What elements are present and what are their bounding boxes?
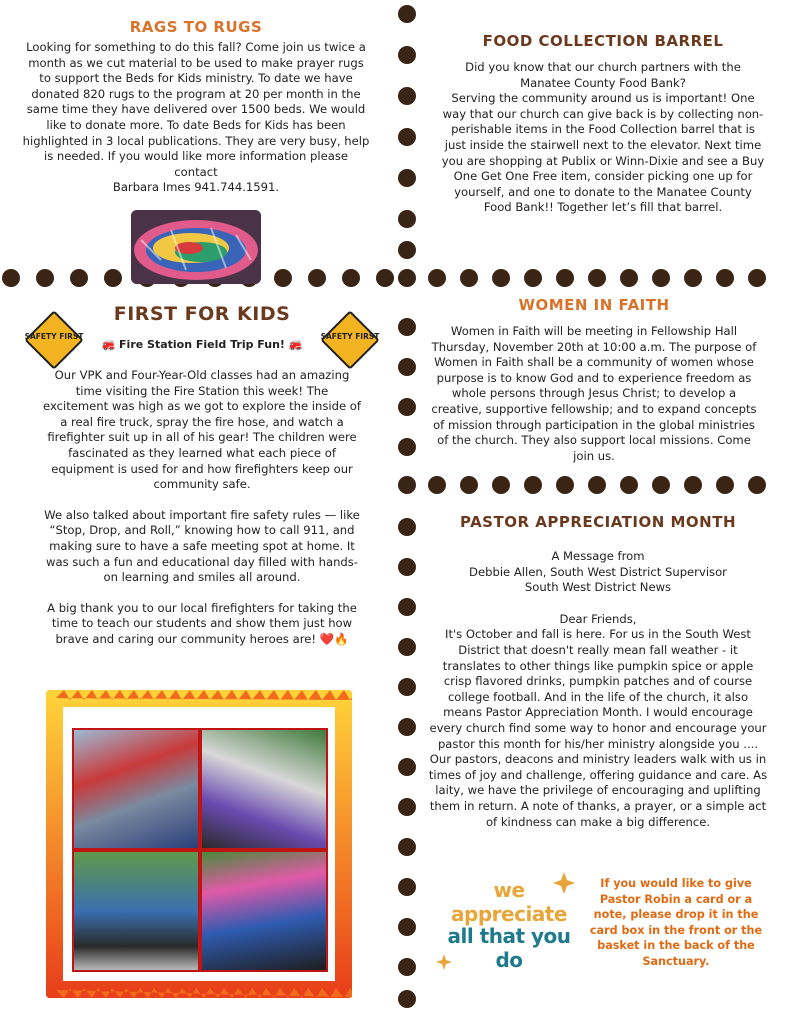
prayer-rugs-photo [131,210,261,284]
food-title: FOOD COLLECTION BARREL [482,32,724,50]
photo-child-in-truck [200,728,328,850]
kids-title: FIRST FOR KIDS [113,303,291,325]
rags-to-rugs-section [22,18,370,284]
kids-subtitle: 🚒 Fire Station Field Trip Fun! 🚒 [101,338,303,351]
food-barrel-section [440,32,766,216]
safety-first-sign-right: SAFETY FIRST [326,316,374,364]
sparkle-icon [436,870,582,974]
rags-body: Looking for something to do this fall? Come join us twice a month as we cut material to be used to make prayer rugs to support the Beds for Kids ministry. To date we have donated 820 rugs to the program at 20 per month in the same time they have delivered over 1500 beds. We would like to donate more. To date Beds for Kids has been highlighted in 3 local publications. They are very busy, help is needed. If you would like more information please contact [22,40,370,179]
photo-kids-on-fire-truck [72,728,200,850]
women-title: WOMEN IN FAITH [518,296,670,314]
pastor-body: It's October and fall is here. For us in the South West District that doesn't really mean fall weather - it translates to other things like pumpkin spice or apple crisp flavored drinks, pumpkin patches and of course college football. And in the life of the church, it also means Pastor Appreciation Month. I would encourage every church find some way to honor and encourage your pastor this month for his/her ministry alongside you .... Our pastors, deacons and ministry leaders walk with us in times of joy and challenge, offering guidance and care. As laity, we have the privilege of encouraging and uplifting them in return. A note of thanks, a prayer, or a simple act of kindness can make a big difference. [428,627,768,829]
pastor-greeting: Dear Friends, [559,611,637,626]
pastor-appreciation-section [428,513,768,830]
photo-firefighters-with-kids [72,850,200,972]
rags-contact: Barbara Imes 941.744.1591. [112,180,280,195]
safety-first-sign-left: SAFETY FIRST [30,316,78,364]
rags-title: RAGS TO RUGS [129,18,263,36]
kids-paragraph-1: Our VPK and Four-Year-Old classes had an amazing time visiting the Fire Station this week! The excitement was high as we got to explore the inside of a real fire truck, spray the fire hose, and watch a firefighter suit up in all of his gear! The children were fascinated as they learned what each piece of equipment is used for and how firefighters keep our community safe. [43,368,361,492]
pastor-header-line-1: A Message from [551,549,645,563]
kids-paragraph-2: We also talked about important fire safety rules — like “Stop, Drop, and Roll,” knowing how to call 911, and making sure to have a safe meeting spot at home. It was such a fun and educational day filled with hands-on learning and smiles all around. [44,507,360,585]
women-in-faith-section [428,296,760,464]
women-body: Women in Faith will be meeting in Fellowship Hall Thursday, November 20th at 10:00 a.m. The purpose of Women in Faith shall be a community of women whose purpose is to know God and to experience freedom as whole persons through Jesus Christ; to develop a creative, supportive fellowship; and to expand concepts of mission through participation in the global ministries of the church. They also support local missions. Come join us. [431,324,757,463]
photo-spraying-fire-hose [200,850,328,972]
logo-line-2: all that you do [447,924,571,972]
pastor-header-line-3: South West District News [524,580,672,595]
fire-station-photo-collage [46,690,352,998]
food-body: Did you know that our church partners with the Manatee County Food Bank? Serving the community around us is important! One way that our church can give back is by collecting non-perishable items in the Food Collection barrel that is just inside the stairwell next to the elevator. Next time you are shopping at Publix or Winn-Dixie and see a Buy One Get One Free item, consider picking one up for yourself, and one to donate to the Manatee County Food Bank!! Together let’s fill that barrel. [441,60,765,215]
pastor-header-line-2: Debbie Allen, South West District Supervisor [469,564,727,579]
kids-paragraph-3: A big thank you to our local firefighters for taking the time to teach our students and show them just how brave and caring our community heroes are! ❤️🔥 [47,600,357,646]
logo-line-1: we appreciate [451,878,567,926]
pastor-title: PASTOR APPRECIATION MONTH [459,513,737,531]
we-appreciate-logo [436,870,582,974]
pastor-card-note: If you would like to give Pastor Robin a card or a note, please drop it in the card box in the front or the basket in the back of the Sanctuary. [589,877,763,968]
